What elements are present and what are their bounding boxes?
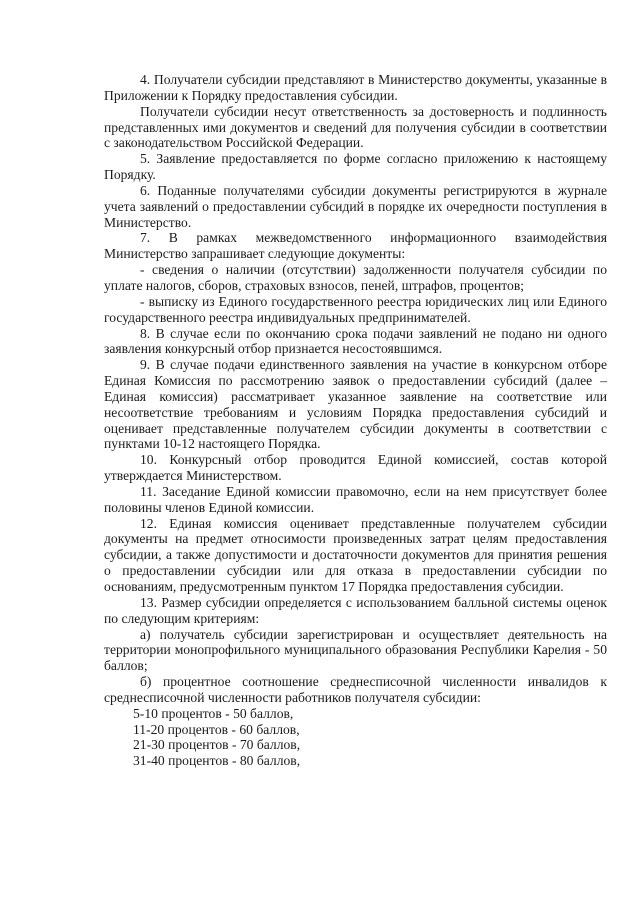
paragraph-5: 5. Заявление предоставляется по форме согласно приложению к настоящему Порядку.: [104, 151, 607, 183]
paragraph-4: 4. Получатели субсидии представляют в Министерство документы, указанные в Приложении к Порядку предоставления субсидии.: [104, 72, 607, 103]
score-line: 5-10 процентов - 50 баллов,: [133, 705, 294, 721]
paragraph-9: 9. В случае подачи единственного заявления на участие в конкурсном отборе Единая Комиссия по рассмотрению заявок о предоставлении субсидий (далее – Единая комиссия) рассматривает указанное заявление на соответствие или несоответствие требованиям и условиям Порядка предоставления субсидий и оценивает представленные получателем субсидии документы в соответствии с пунктами 10-12 настоящего Порядка.: [104, 357, 607, 452]
paragraph-13-criterion-a: а) получатель субсидии зарегистрирован и осуществляет деятельность на территории монопрофильного муниципального образования Республики Карелия - 50 баллов;: [104, 626, 607, 674]
paragraph-6: 6. Поданные получателями субсидии документы регистрируются в журнале учета заявлений о предоставлении субсидий в порядке их очередности поступления в Министерство.: [104, 182, 607, 230]
paragraph-11: 11. Заседание Единой комиссии правомочно, если на нем присутствует более половины членов Единой комиссии.: [104, 483, 607, 515]
paragraph-7-item-debt: - сведения о наличии (отсутствии) задолженности получателя субсидии по уплате налогов, сборов, страховых взносов, пеней, штрафов, процентов;: [104, 262, 607, 293]
paragraph-12: 12. Единая комиссия оценивает представленные получателем субсидии документы на предмет относимости произведенных затрат целям предоставления субсидии, а также допустимости и достаточности документов для принятия решения о предоставлении субсидии или для отказа в предоставлении субсидии по основаниям, предусмотренным пунктом 17 Порядка предоставления субсидии.: [104, 515, 607, 594]
score-line: 11-20 процентов - 60 баллов,: [133, 721, 300, 737]
paragraph-13: 13. Размер субсидии определяется с использованием балльной системы оценок по следующим критериям:: [104, 594, 607, 626]
score-line: 31-40 процентов - 80 баллов,: [133, 753, 301, 769]
paragraph-7-item-registry: - выписку из Единого государственного реестра юридических лиц или Единого государственного реестра индивидуальных предпринимателей.: [104, 293, 607, 325]
paragraph-13-criterion-b: б) процентное соотношение среднесписочной численности инвалидов к среднесписочной численности работников получателя субсидии:: [104, 674, 607, 705]
document-body: [104, 72, 607, 769]
paragraph-10: 10. Конкурсный отбор проводится Единой комиссией, состав которой утверждается Министерством.: [104, 452, 607, 484]
score-line: 21-30 процентов - 70 баллов,: [133, 737, 301, 753]
paragraph-4-responsibility: Получатели субсидии несут ответственность за достоверность и подлинность представленных ими документов и сведений для получения субсидии в соответствии с законодательством Российской Федерации.: [104, 103, 607, 151]
paragraph-7: 7. В рамках межведомственного информационного взаимодействия Министерство запрашивает следующие документы:: [104, 230, 607, 262]
paragraph-8: 8. В случае если по окончанию срока подачи заявлений не подано ни одного заявления конкурсный отбор признается несостоявшимся.: [104, 325, 607, 357]
